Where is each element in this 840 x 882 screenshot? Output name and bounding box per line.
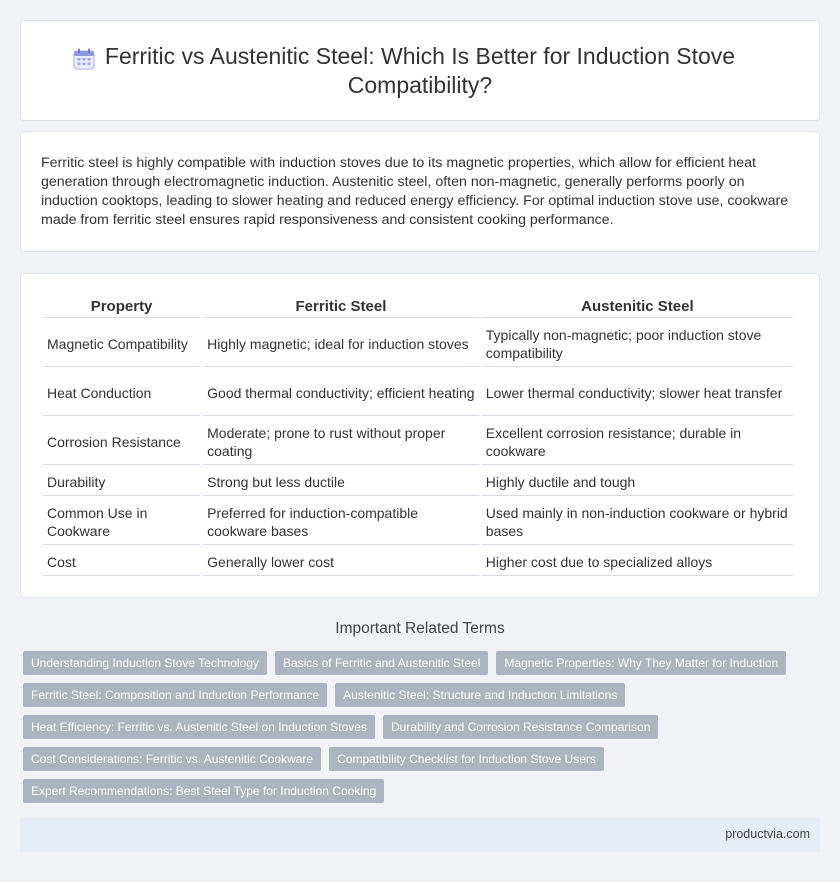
column-header-ferritic: Ferritic Steel <box>203 294 479 318</box>
header-card <box>20 20 820 121</box>
table-cell: Corrosion Resistance <box>43 416 200 465</box>
related-term-tag[interactable]: Ferritic Steel: Composition and Induction Performance <box>23 683 327 707</box>
summary-text: Ferritic steel is highly compatible with induction stoves due to its magnetic properties, which allow for efficient heat generation through electromagnetic induction. Austenitic steel, often non-magnetic, generally performs poorly on induction cooktops, leading to slower heating and reduced energy efficiency. For optimal induction stove use, cookware made from ferritic steel ensures rapid responsiveness and consistent cooking performance. <box>41 155 789 228</box>
comparison-table-card <box>20 273 820 598</box>
summary-card <box>20 131 820 252</box>
table-row <box>43 416 793 465</box>
related-term-tag[interactable]: Magnetic Properties: Why They Matter for Induction <box>496 651 786 675</box>
related-term-tag[interactable]: Cost Considerations: Ferritic vs. Austenitic Cookware <box>23 747 321 771</box>
table-row <box>43 496 793 545</box>
table-cell: Lower thermal conductivity; slower heat transfer <box>482 367 793 416</box>
table-cell: Highly ductile and tough <box>482 465 793 496</box>
related-terms-title: Important Related Terms <box>335 620 505 637</box>
table-cell: Higher cost due to specialized alloys <box>482 545 793 576</box>
related-term-tag[interactable]: Austenitic Steel: Structure and Induction Limitations <box>335 683 625 707</box>
footer-site-link[interactable]: productvia.com <box>725 827 810 841</box>
table-row <box>43 318 793 367</box>
column-header-austenitic: Austenitic Steel <box>482 294 793 318</box>
table-cell: Generally lower cost <box>203 545 479 576</box>
related-term-tag[interactable]: Durability and Corrosion Resistance Comparison <box>383 715 658 739</box>
table-row <box>43 545 793 576</box>
table-cell: Typically non-magnetic; poor induction stove compatibility <box>482 318 793 367</box>
table-cell: Heat Conduction <box>43 367 200 416</box>
related-terms-list <box>23 651 813 803</box>
table-cell: Preferred for induction-compatible cookware bases <box>203 496 479 545</box>
footer <box>20 818 820 852</box>
table-row <box>43 367 793 416</box>
related-term-tag[interactable]: Basics of Ferritic and Austenitic Steel <box>275 651 488 675</box>
table-cell: Highly magnetic; ideal for induction stoves <box>203 318 479 367</box>
column-header-property: Property <box>43 294 200 318</box>
table-cell: Excellent corrosion resistance; durable in cookware <box>482 416 793 465</box>
table-cell: Used mainly in non-induction cookware or hybrid bases <box>482 496 793 545</box>
related-term-tag[interactable]: Heat Efficiency: Ferritic vs. Austenitic Steel on Induction Stoves <box>23 715 375 739</box>
table-cell: Good thermal conductivity; efficient heating <box>203 367 479 416</box>
table-cell: Moderate; prone to rust without proper coating <box>203 416 479 465</box>
table-cell: Cost <box>43 545 200 576</box>
page-title: Ferritic vs Austenitic Steel: Which Is Better for Induction Stove Compatibility? <box>104 42 736 98</box>
table-cell: Common Use in Cookware <box>43 496 200 545</box>
table-cell: Durability <box>43 465 200 496</box>
related-term-tag[interactable]: Expert Recommendations: Best Steel Type for Induction Cooking <box>23 779 384 803</box>
related-term-tag[interactable]: Compatibility Checklist for Induction Stove Users <box>329 747 604 771</box>
related-term-tag[interactable]: Understanding Induction Stove Technology <box>23 651 267 675</box>
table-cell: Strong but less ductile <box>203 465 479 496</box>
comparison-table <box>40 294 796 576</box>
table-header-row <box>43 294 793 318</box>
table-row <box>43 465 793 496</box>
table-cell: Magnetic Compatibility <box>43 318 200 367</box>
